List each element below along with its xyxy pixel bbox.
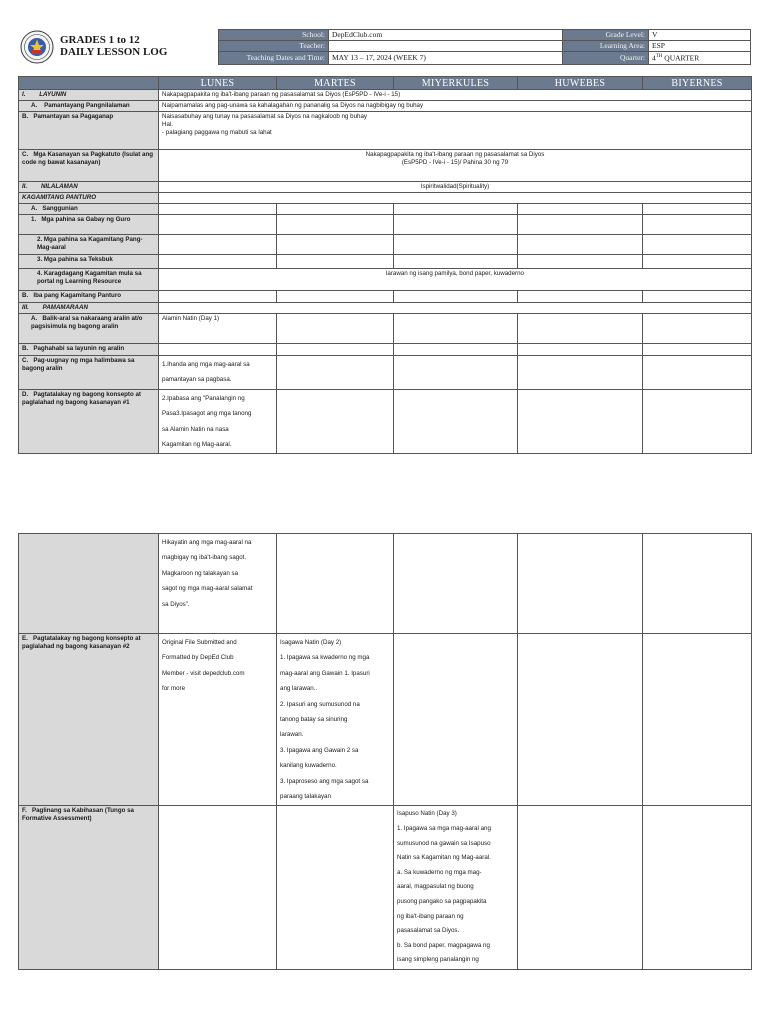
row-paghahabi <box>19 344 752 356</box>
label-balik-aral <box>19 314 159 344</box>
row-kagamitang-panturo <box>19 193 752 204</box>
teacher-label: Teacher: <box>219 41 329 52</box>
label-pagtatalakay-2 <box>19 634 159 806</box>
cell-pag-uugnay-huwebes <box>518 356 643 390</box>
row-pagtatalakay-2 <box>19 634 752 806</box>
e-lunes-line-1: Original File Submitted and <box>162 639 237 646</box>
cell-balik-huwebes <box>518 314 643 344</box>
cell-teksbuk-martes <box>277 255 394 269</box>
quarter-number: 4 <box>652 53 656 63</box>
row-paglinang <box>19 806 752 970</box>
row-pamamaraan <box>19 303 752 314</box>
text-a: Pamantayang Pangnilalaman <box>44 102 130 109</box>
cell-continuation-martes <box>277 534 394 634</box>
day-header-blank <box>19 77 159 90</box>
cell-continuation-huwebes <box>518 534 643 634</box>
teaching-dates-label: Teaching Dates and Time: <box>219 52 329 65</box>
quarter-label: Quarter: <box>563 52 649 65</box>
num-pag-uugnay: C. <box>22 357 29 364</box>
cell-nilalaman: Ispiritwalidad(Spirituality) <box>159 182 752 193</box>
cell-kagamitang-mag-lunes <box>159 235 277 255</box>
cell-kagamitang-panturo <box>159 193 752 204</box>
num-nilalaman: II. <box>22 183 28 190</box>
num-f: F. <box>22 807 27 815</box>
cell-pag-uugnay-miyerkules <box>394 356 518 390</box>
f-line-3: sumusunod na gawain sa Isapuso <box>397 839 491 847</box>
text-layunin: LAYUNIN <box>39 91 67 98</box>
label-sanggunian <box>19 204 159 215</box>
cell-paghahabi-martes <box>277 344 394 356</box>
num-paghahabi: B. <box>22 345 29 352</box>
d-line-4: Kagamitan ng Mag-aaral. <box>162 441 232 449</box>
row-balik-aral <box>19 314 752 344</box>
row-kagamitang-mag-aaral <box>19 235 752 255</box>
cell-pagtatalakay-2-biyernes <box>643 634 752 806</box>
cell-paghahabi-biyernes <box>643 344 752 356</box>
f-line-10: b. Sa bond paper, magpagawa ng <box>397 941 490 949</box>
day-header-lunes: LUNES <box>159 77 277 90</box>
text-pag-uugnay: Pag-uugnay ng mga halimbawa sa bagong aralin <box>22 357 135 372</box>
cell-paglinang-martes <box>277 806 394 970</box>
e-martes-line-4: ang larawan.. <box>280 685 318 693</box>
e-martes-line-2: 1. Ipagawa sa kwaderno ng mga <box>280 654 370 662</box>
cell-pagtatalakay-1-lunes <box>159 389 277 454</box>
cell-iba-biyernes <box>643 291 752 303</box>
school-label: School: <box>219 30 329 41</box>
text-paghahabi: Paghahabi sa layunin ng aralin <box>33 345 125 352</box>
learning-area-value: ESP <box>649 41 751 52</box>
b-line-3: - palagiang paggawa ng mabuti sa lahat <box>162 129 272 136</box>
d-line-1: 2.Ipabasa ang "Panalangin ng <box>162 394 245 402</box>
cell-pagtatalakay-2-miyerkules <box>394 634 518 806</box>
cell-sanggunian-lunes <box>159 204 277 215</box>
cell-iba-lunes <box>159 291 277 303</box>
learning-area-label: Learning Area: <box>563 41 649 52</box>
deped-seal-icon <box>20 30 54 64</box>
cell-pagtatalakay-1-miyerkules <box>394 389 518 454</box>
teacher-value <box>329 41 563 52</box>
row-teksbuk <box>19 255 752 269</box>
row-pamantayang-pangnilalaman <box>19 101 752 112</box>
num-b: B. <box>22 113 29 120</box>
label-pamamaraan <box>19 303 159 314</box>
text-nilalaman: NILALAMAN <box>40 183 78 190</box>
teaching-dates-value: MAY 13 – 17, 2024 (WEEK 7) <box>329 52 563 65</box>
school-value: DepEdClub.com <box>329 30 563 41</box>
cell-pagtatalakay-2-martes <box>277 634 394 806</box>
f-line-11: isang simpleng panalangin ng <box>397 956 479 964</box>
cell-balik-lunes: Alamin Natin (Day 1) <box>159 314 277 344</box>
row-iba-pang-kagamitan <box>19 291 752 303</box>
cell-paglinang-huwebes <box>518 806 643 970</box>
num-gabay: 1. <box>31 216 37 223</box>
text-b: Pamantayan sa Pagaganap <box>33 113 114 120</box>
num-a: A. <box>31 102 38 109</box>
document-title <box>60 34 167 58</box>
f-line-6: aaral, magpasulat ng buong <box>397 883 474 891</box>
cont-line-1: Hikayatin ang mga mag-aaral na <box>162 539 252 546</box>
cell-paglinang-lunes <box>159 806 277 970</box>
row-layunin <box>19 90 752 101</box>
cell-pagtatalakay-1-huwebes <box>518 389 643 454</box>
cell-kagamitang-mag-martes <box>277 235 394 255</box>
cell-continuation-lunes <box>159 534 277 634</box>
label-paghahabi <box>19 344 159 356</box>
f-line-9: pasasalamat sa Diyos. <box>397 927 460 935</box>
cell-teksbuk-lunes <box>159 255 277 269</box>
cell-teksbuk-miyerkules <box>394 255 518 269</box>
cell-paglinang-miyerkules <box>394 806 518 970</box>
lesson-table-page1 <box>18 76 752 454</box>
row-pag-uugnay <box>19 356 752 390</box>
cell-balik-miyerkules <box>394 314 518 344</box>
text-sanggunian: Sanggunian <box>42 205 78 212</box>
b-line-2: Hal. <box>162 121 174 128</box>
cell-iba-huwebes <box>518 291 643 303</box>
e-martes-line-11: paraang talakayan <box>280 793 331 801</box>
cell-pamamaraan <box>159 303 752 314</box>
e-lunes-line-4: for more <box>162 685 186 693</box>
cell-kagamitang-mag-biyernes <box>643 235 752 255</box>
cell-kasanayan <box>159 150 752 182</box>
row-nilalaman <box>19 182 752 193</box>
row-pamantayan-pagaganap <box>19 112 752 150</box>
cell-pagtatalakay-1-martes <box>277 389 394 454</box>
cell-pag-uugnay-biyernes <box>643 356 752 390</box>
text-f: Paglinang sa Kabihasan (Tungo sa Formative Assessment) <box>22 807 134 823</box>
e-martes-line-7: larawan. <box>280 731 304 739</box>
cell-pag-uugnay-lunes <box>159 356 277 390</box>
text-c: Mga Kasanayan sa Pagkatuto (Isulat ang code ng bawat kasanayan) <box>22 151 154 166</box>
e-martes-line-10: 3. Ipaproseso ang mga sagot sa <box>280 777 369 785</box>
e-martes-line-9: kanilang kuwaderno. <box>280 762 337 770</box>
cell-pamantayan-pagaganap <box>159 112 752 150</box>
pag-uugnay-line-2: pamantayan sa pagbasa. <box>162 376 232 384</box>
day-header-miyerkules: MIYERKULES <box>394 77 518 90</box>
f-line-8: ng iba't-ibang paraan ng <box>397 912 464 920</box>
row-sanggunian <box>19 204 752 215</box>
quarter-value <box>649 52 751 65</box>
cell-paglinang-biyernes <box>643 806 752 970</box>
e-lunes-line-2: Formatted by DepEd Club <box>162 654 234 662</box>
e-martes-line-8: 3. Ipagawa ang Gawain 2 sa <box>280 746 359 754</box>
f-line-2: 1. Ipagawa sa mga mag-aaral ang <box>397 825 491 833</box>
label-pagtatalakay-1 <box>19 389 159 454</box>
num-c: C. <box>22 151 29 158</box>
title-grades: GRADES 1 to 12 <box>60 34 140 46</box>
day-header-biyernes: BIYERNES <box>643 77 752 90</box>
cell-teksbuk-biyernes <box>643 255 752 269</box>
cell-continuation-miyerkules <box>394 534 518 634</box>
label-pamantayan-pagaganap <box>19 112 159 150</box>
cell-gabay-martes <box>277 215 394 235</box>
label-teksbuk: 3. Mga pahina sa Teksbuk <box>19 255 159 269</box>
label-kasanayan <box>19 150 159 182</box>
cell-sanggunian-miyerkules <box>394 204 518 215</box>
cont-line-2: magbigay ng iba't-ibang sagot. <box>162 554 247 562</box>
cell-kagamitang-mag-miyerkules <box>394 235 518 255</box>
cell-karagdagang-kagamitan: larawan ng isang pamilya, bond paper, kuwaderno <box>159 269 752 291</box>
e-martes-line-6: tanong batay sa sinuring <box>280 716 348 724</box>
grade-level-value: V <box>649 30 751 41</box>
cell-teksbuk-huwebes <box>518 255 643 269</box>
num-sanggunian: A. <box>31 205 38 212</box>
c-line-1: Nakapagpapakita ng iba't-ibang paraan ng pasasalamat sa Diyos <box>365 151 545 158</box>
cell-continuation-biyernes <box>643 534 752 634</box>
num-pamamaraan: III. <box>22 304 29 311</box>
cell-gabay-miyerkules <box>394 215 518 235</box>
cell-paghahabi-miyerkules <box>394 344 518 356</box>
day-header-martes: MARTES <box>277 77 394 90</box>
cont-line-3: Magkaroon ng talakayan sa <box>162 569 239 577</box>
cell-iba-martes <box>277 291 394 303</box>
label-karagdagang-kagamitan: 4. Karagdagang Kagamitan mula sa portal ng Learning Resource <box>19 269 159 291</box>
row-gabay-guro <box>19 215 752 235</box>
info-table <box>218 29 751 65</box>
cell-paghahabi-huwebes <box>518 344 643 356</box>
row-continuation <box>19 534 752 634</box>
num-iba: B. <box>22 292 29 299</box>
e-lunes-line-3: Member - visit depedclub.com <box>162 669 245 677</box>
d-line-2: Pasa3.Ipasagot ang mga tanong <box>162 410 252 418</box>
cont-line-5: sa Diyos". <box>162 600 190 608</box>
cell-gabay-huwebes <box>518 215 643 235</box>
cell-paghahabi-lunes <box>159 344 277 356</box>
title-daily-lesson-log: DAILY LESSON LOG <box>60 46 168 58</box>
cell-balik-biyernes <box>643 314 752 344</box>
row-kasanayan <box>19 150 752 182</box>
label-gabay-guro <box>19 215 159 235</box>
label-continuation <box>19 534 159 634</box>
cell-layunin: Nakapagpapakita ng iba't-ibang paraan ng pasasalamat sa Diyos (EsP5PD - IVe-i - 15) <box>159 90 752 101</box>
day-header-huwebes: HUWEBES <box>518 77 643 90</box>
label-layunin <box>19 90 159 101</box>
e-martes-line-3: mag-aaral ang Gawain 1. Ipasuri <box>280 669 370 677</box>
f-line-7: pusong pangako sa pagpapakita <box>397 898 487 906</box>
text-pamamaraan: PAMAMARAAN <box>42 304 88 311</box>
text-iba: Iba pang Kagamitang Panturo <box>33 292 122 299</box>
label-paglinang <box>19 806 159 970</box>
cell-gabay-lunes <box>159 215 277 235</box>
b-line-1: Naisasabuhay ang tunay na pasasalamat sa Diyos na nagkaloob ng buhay <box>162 113 368 120</box>
f-line-4: Natin sa Kagamitan ng Mag-aaral. <box>397 854 491 862</box>
f-line-5: a. Sa kuwaderno ng mga mag- <box>397 868 482 876</box>
cell-sanggunian-martes <box>277 204 394 215</box>
cont-line-4: sagot ng mga mag-aaral salamat <box>162 585 253 593</box>
cell-pagtatalakay-2-huwebes <box>518 634 643 806</box>
pag-uugnay-line-1: 1.Ihanda ang mga mag-aaral sa <box>162 361 250 368</box>
text-gabay: Mga pahina sa Gabay ng Guro <box>41 216 131 223</box>
quarter-word: QUARTER <box>662 53 700 63</box>
num-layunin: I. <box>22 91 26 98</box>
cell-pamantayang-pangnilalaman: Naipamamalas ang pag-unawa sa kahalagahan ng pananalig sa Diyos na nagbibigay ng buhay <box>159 101 752 112</box>
quarter-suffix: TH <box>655 54 663 59</box>
label-kagamitang-panturo: KAGAMITANG PANTURO <box>19 193 159 204</box>
e-martes-line-1: Isagawa Natin (Day 2) <box>280 639 342 646</box>
num-d: D. <box>22 390 29 398</box>
row-karagdagang-kagamitan <box>19 269 752 291</box>
f-line-1: Isapuso Natin (Day 3) <box>397 810 457 818</box>
label-iba-pang-kagamitan <box>19 291 159 303</box>
e-martes-line-5: 2. Ipasuri ang sumusunod na <box>280 700 360 708</box>
text-balik: Balik-aral sa nakaraang aralin at/o pagsisimula ng bagong aralin <box>31 315 143 330</box>
num-e: E. <box>22 635 28 642</box>
label-pag-uugnay <box>19 356 159 390</box>
label-nilalaman <box>19 182 159 193</box>
cell-pagtatalakay-2-lunes <box>159 634 277 806</box>
day-header-row <box>19 77 752 90</box>
cell-kagamitang-mag-huwebes <box>518 235 643 255</box>
cell-gabay-biyernes <box>643 215 752 235</box>
lesson-table-page2 <box>18 533 752 970</box>
row-pagtatalakay-1 <box>19 389 752 454</box>
label-kagamitang-mag-aaral: 2. Mga pahina sa Kagamitang Pang-Mag-aaral <box>19 235 159 255</box>
cell-balik-martes <box>277 314 394 344</box>
cell-pagtatalakay-1-biyernes <box>643 389 752 454</box>
cell-sanggunian-huwebes <box>518 204 643 215</box>
d-line-3: sa Alamin Natin na nasa <box>162 425 229 433</box>
cell-pag-uugnay-martes <box>277 356 394 390</box>
cell-iba-miyerkules <box>394 291 518 303</box>
c-line-2: (EsP5PD - IVe-i - 15)/ Pahina 30 ng 79 <box>401 159 509 166</box>
grade-level-label: Grade Level: <box>563 30 649 41</box>
num-balik: A. <box>31 315 38 322</box>
label-pamantayang-pangnilalaman <box>19 101 159 112</box>
text-e: Pagtatalakay ng bagong konsepto at paglalahad ng bagong kasanayan #2 <box>22 635 141 650</box>
cell-sanggunian-biyernes <box>643 204 752 215</box>
text-d: Pagtatalakay ng bagong konsepto at paglalahad ng bagong kasanayan #1 <box>22 390 141 406</box>
